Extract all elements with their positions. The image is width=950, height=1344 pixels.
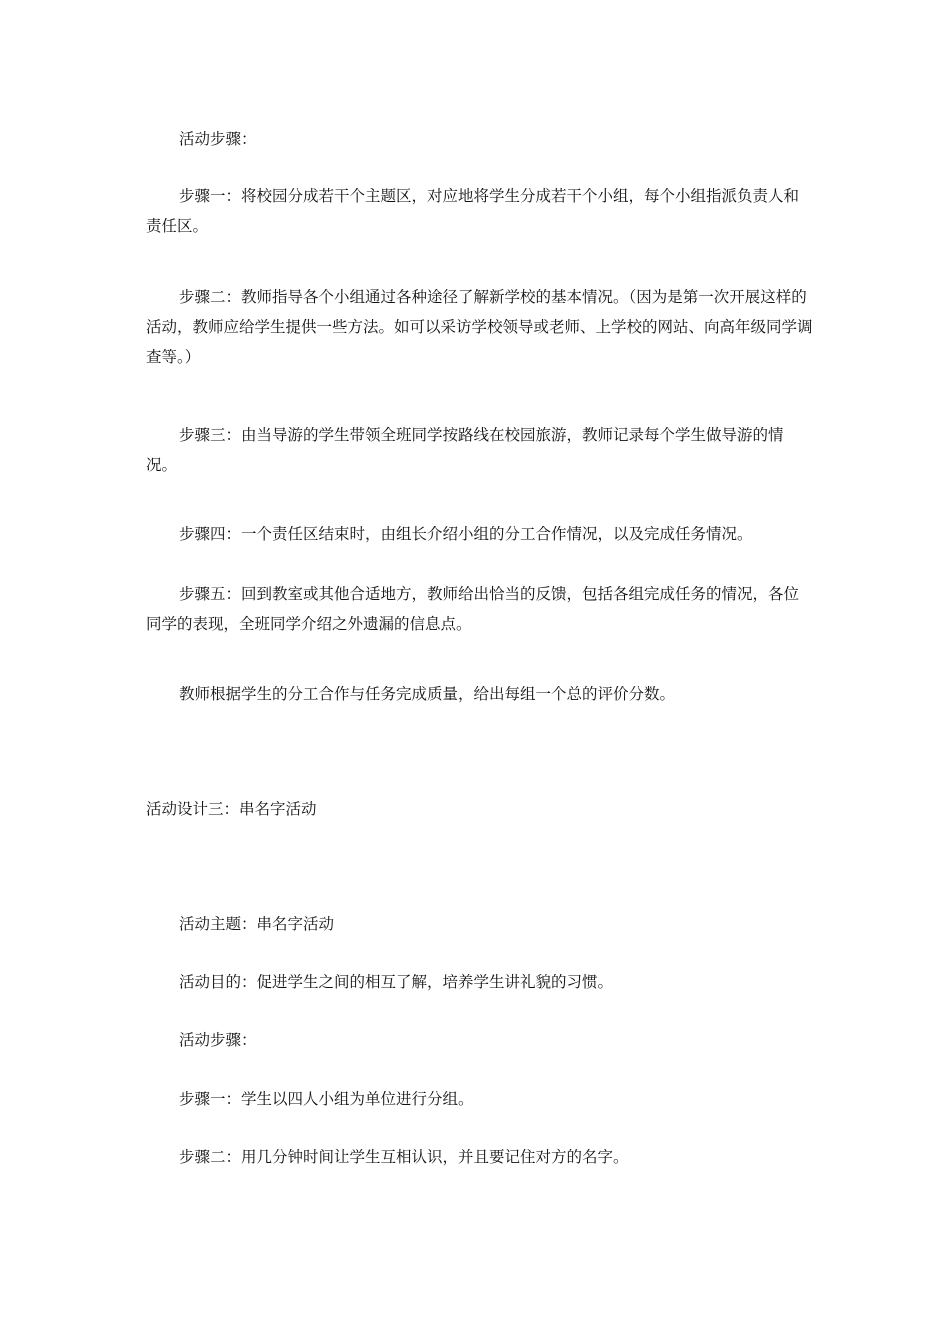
section-heading: 活动设计三：串名字活动 bbox=[146, 800, 317, 818]
paragraph-activity-theme: 活动主题：串名字活动 bbox=[179, 915, 335, 933]
paragraph-step-2: 步骤二：教师指导各个小组通过各种途径了解新学校的基本情况。（因为是第一次开展这样的活动，教师应给学生提供一些方法。如可以采访学校领导或老师、上学校的网站、向高年级同学调查等。） bbox=[146, 288, 813, 366]
paragraph-evaluation: 教师根据学生的分工合作与任务完成质量，给出每组一个总的评价分数。 bbox=[179, 685, 676, 703]
paragraph-activity-steps-2: 活动步骤： bbox=[179, 1031, 257, 1049]
paragraph-step-1: 步骤一：将校园分成若干个主题区，对应地将学生分成若干个小组，每个小组指派负责人和责任区。 bbox=[146, 187, 800, 235]
paragraph-activity-steps: 活动步骤： bbox=[179, 130, 257, 148]
paragraph-activity-purpose: 活动目的：促进学生之间的相互了解，培养学生讲礼貌的习惯。 bbox=[179, 973, 614, 991]
paragraph-step-2-b: 步骤二：用几分钟时间让学生互相认识，并且要记住对方的名字。 bbox=[179, 1148, 629, 1166]
paragraph-step-5: 步骤五：回到教室或其他合适地方，教师给出恰当的反馈，包括各组完成任务的情况，各位同学的表现，全班同学介绍之外遗漏的信息点。 bbox=[146, 585, 800, 633]
paragraph-step-1-b: 步骤一：学生以四人小组为单位进行分组。 bbox=[179, 1090, 474, 1108]
paragraph-step-3: 步骤三：由当导游的学生带领全班同学按路线在校园旅游，教师记录每个学生做导游的情况。 bbox=[146, 426, 784, 474]
paragraph-step-4: 步骤四：一个责任区结束时，由组长介绍小组的分工合作情况，以及完成任务情况。 bbox=[179, 525, 753, 543]
